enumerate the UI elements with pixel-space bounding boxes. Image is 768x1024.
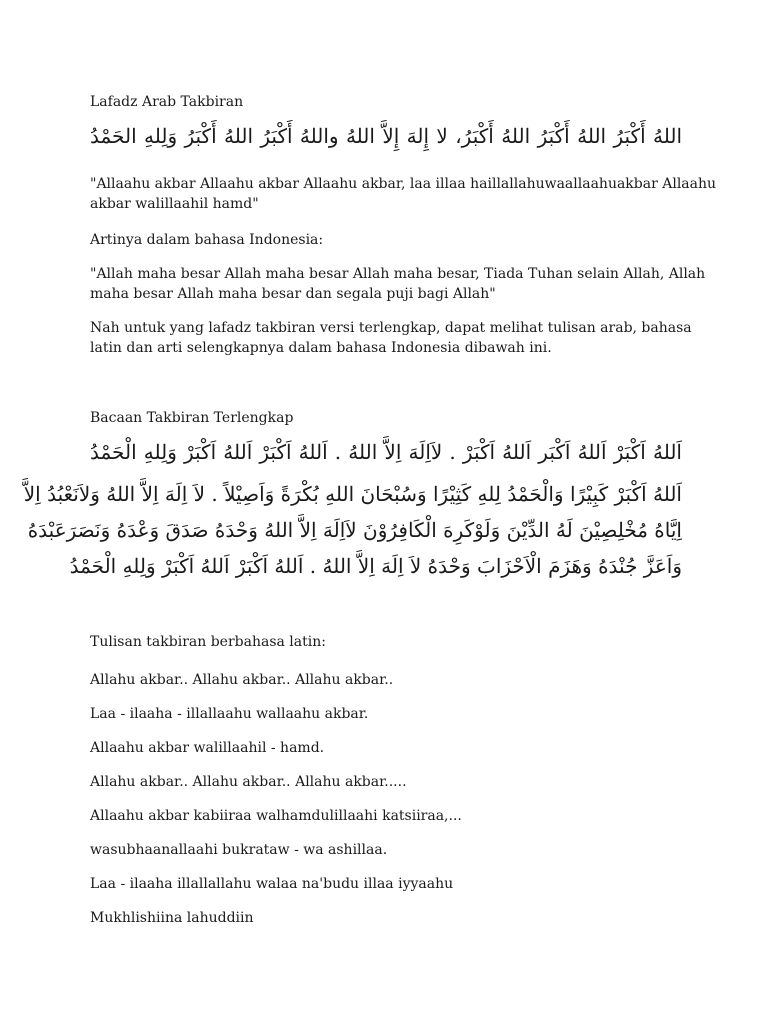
meaning-line: "Allah maha besar Allah maha besar Allah maha besar, Tiada Tuhan selain Allah, Allah xyxy=(90,266,706,282)
latin-line: Laa - ilaaha illallallahu walaa na'budu illaa iyyaahu xyxy=(90,876,454,892)
latin-transliteration-line: "Allaahu akbar Allaahu akbar Allaahu akbar, laa illaa haillallahuwaallaahuakbar Allaahu xyxy=(90,176,717,192)
latin-line: Allaahu akbar walillaahil - hamd. xyxy=(90,740,325,756)
meaning-label: Artinya dalam bahasa Indonesia: xyxy=(90,232,324,248)
arabic-takbir-full-line: اِيَّاهُ مُخْلِصِيْنَ لَهُ الدِّيْنَ وَلَوْكَرِهَ الْكَافِرُوْنَ لاَاِلَهَ اِلاَّ اللهُ وَحْدَهُ صَدَقَ وَعْدَهُ وَنَصَرَعَبْدَهُ xyxy=(27,518,682,542)
section-heading-latin: Tulisan takbiran berbahasa latin: xyxy=(90,634,326,650)
latin-line: Allahu akbar.. Allahu akbar.. Allahu akbar.. xyxy=(90,672,394,688)
arabic-takbir-full-line: اَللهُ اَكْبَرْ اَللهُ اَكْبَر اَللهُ اَكْبَرْ . لاَاِلَهَ اِلاَّ اللهُ . اَللهُ اَكْبَرْ اَللهُ اَكْبَرْ وَلِلهِ الْحَمْدُ xyxy=(90,440,682,464)
section-heading-lafadz: Lafadz Arab Takbiran xyxy=(90,94,244,110)
latin-transliteration-line: akbar walillaahil hamd" xyxy=(90,196,259,212)
latin-line: Allaahu akbar kabiiraa walhamdulillaahi katsiiraa,... xyxy=(90,808,462,824)
meaning-line: maha besar Allah maha besar dan segala puji bagi Allah" xyxy=(90,286,496,302)
section-heading-bacaan: Bacaan Takbiran Terlengkap xyxy=(90,410,294,426)
intro-paragraph-line: Nah untuk yang lafadz takbiran versi terlengkap, dapat melihat tulisan arab, bahasa xyxy=(90,320,692,336)
latin-line: wasubhaanallaahi bukrataw - wa ashillaa. xyxy=(90,842,388,858)
arabic-takbir-full-line: اَللهُ اَكْبَرْ كَبِيْرًا وَالْحَمْدُ لِلهِ كَثِيْرًا وَسُبْحَانَ اللهِ بُكْرَةً وَاَصِيْلاً . لاَ اِلَهَ اِلاَّ اللهُ وَلاَنَعْبُدُ اِلاَّ xyxy=(23,482,682,506)
latin-line: Laa - ilaaha - illallaahu wallaahu akbar. xyxy=(90,706,369,722)
arabic-takbir-full-line: وَاَعَزَّ جُنْدَهُ وَهَزَمَ الْاَحْزَابَ وَحْدَهُ لاَ اِلَهَ اِلاَّ اللهُ . اَللهُ اَكْبَرْ اَللهُ اَكْبَرْ وَلِلهِ الْحَمْدُ xyxy=(69,554,682,578)
arabic-takbir-short: اللهُ أَكْبَرُ اللهُ أَكْبَرُ اللهُ أَكْبَرُ، لا إِلهَ إِلاَّ اللهُ واللهُ أَكْبَرُ اللهُ أَكْبَرُ وَلِلهِ الحَمْدُ xyxy=(90,124,682,148)
latin-line: Allahu akbar.. Allahu akbar.. Allahu akbar..... xyxy=(90,774,407,790)
latin-line: Mukhlishiina lahuddiin xyxy=(90,910,254,926)
intro-paragraph-line: latin dan arti selengkapnya dalam bahasa Indonesia dibawah ini. xyxy=(90,340,552,356)
